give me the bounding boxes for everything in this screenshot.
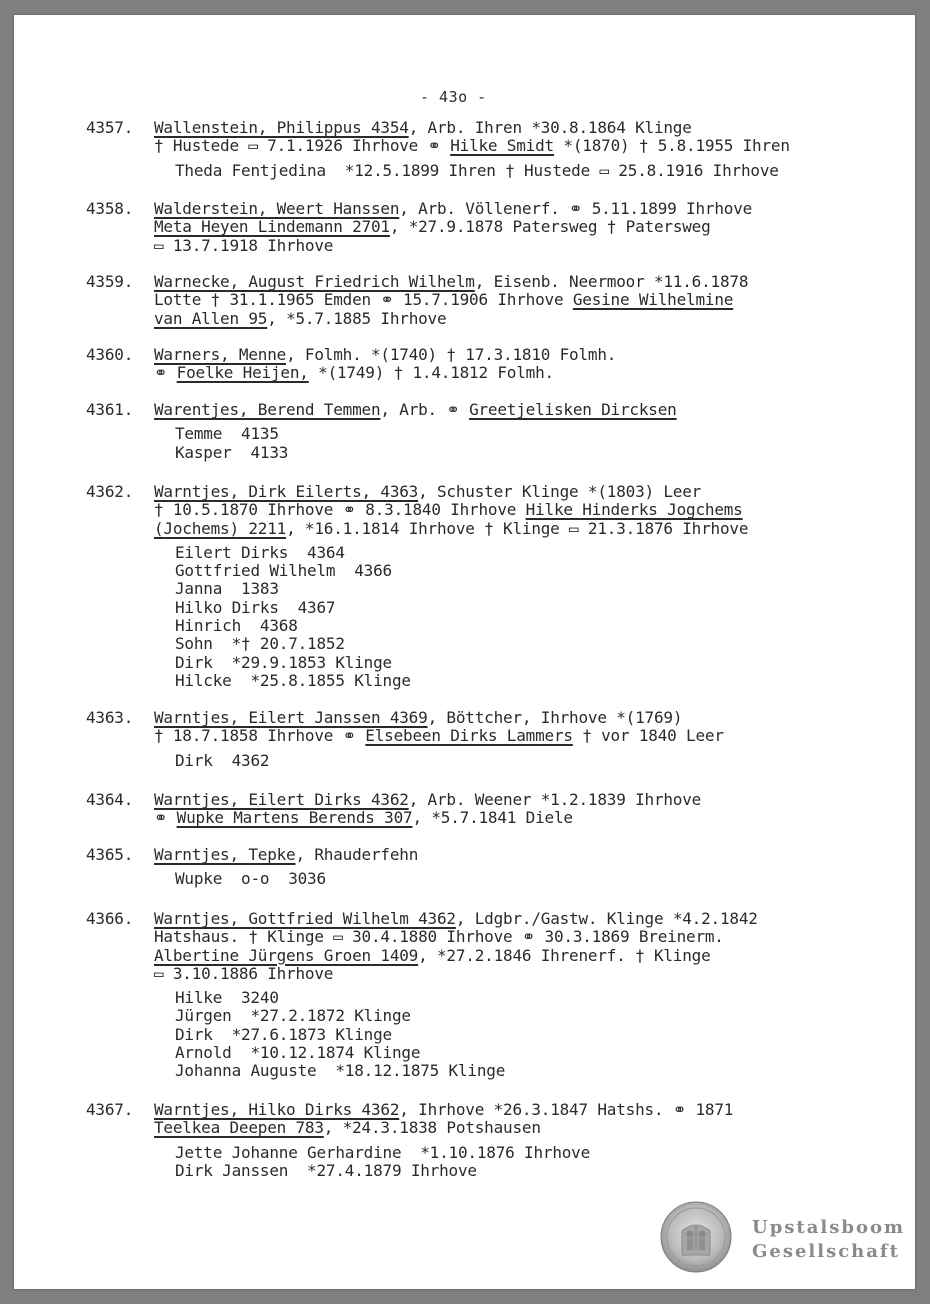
entry-line — [154, 1101, 910, 1119]
entry-line — [154, 501, 910, 519]
person-name: Warntjes, Eilert Janssen 4369 — [154, 708, 428, 727]
entry-line — [154, 947, 910, 965]
entry-line — [154, 291, 910, 309]
child-item: Hinrich 4368 — [175, 616, 298, 636]
entry-detail: , Folmh. *(1740) † 17.3.1810 Folmh. — [286, 345, 617, 364]
children-list — [175, 870, 930, 888]
person-name: (Jochems) 2211 — [154, 518, 287, 538]
child-item: Janna 1383 — [175, 579, 279, 599]
child-item: Hilko Dirks 4367 — [175, 597, 336, 617]
entry-number: 4366. — [86, 909, 134, 928]
entry-line — [154, 965, 910, 983]
entry-text — [154, 273, 910, 328]
child-item: Gottfried Wilhelm 4366 — [175, 561, 392, 581]
entry-detail: , *16.1.1814 Ihrhove † Klinge ▭ 21.3.1876 Ihrhove — [286, 518, 749, 538]
entry-detail: , *27.9.1878 Patersweg † Patersweg — [389, 217, 711, 237]
entry-detail: Lotte † 31.1.1965 Emden ⚭ 15.7.1906 Ihrhove — [154, 290, 573, 310]
child-item: Dirk *29.9.1853 Klinge — [175, 652, 392, 672]
person-name: Warnecke, August Friedrich Wilhelm — [154, 272, 475, 291]
child-item: Dirk Janssen *27.4.1879 Ihrhove — [175, 1160, 477, 1180]
person-name: Foelke Heijen, — [176, 363, 309, 383]
person-name: Warntjes, Dirk Eilerts, 4363 — [154, 482, 419, 501]
society-name-line1: Upstalsboom — [752, 1217, 906, 1238]
entry-detail: , Eisenb. Neermoor *11.6.1878 — [474, 272, 749, 291]
person-name: Warntjes, Tepke — [154, 845, 296, 864]
entry-text — [154, 119, 910, 180]
entry-detail: , Arb. Völlenerf. ⚭ 5.11.1899 Ihrhove — [399, 199, 753, 218]
child-item: Arnold *10.12.1874 Klinge — [175, 1043, 421, 1063]
entry-detail: *(1749) † 1.4.1812 Folmh. — [308, 363, 554, 383]
entry-line — [154, 119, 910, 137]
entry-line — [154, 709, 910, 727]
entry-line — [154, 928, 910, 946]
person-name: Warntjes, Hilko Dirks 4362 — [154, 1100, 400, 1119]
child-item: Sohn *† 20.7.1852 — [175, 634, 345, 654]
child-item: Hilcke *25.8.1855 Klinge — [175, 670, 411, 690]
person-name: Teelkea Deepen 783 — [154, 1118, 324, 1138]
child-item: Eilert Dirks 4364 — [175, 542, 345, 562]
children-list — [175, 1144, 930, 1181]
entry-detail: , *5.7.1885 Ihrhove — [267, 308, 447, 328]
entry-line — [154, 727, 910, 745]
child-item: Dirk 4362 — [175, 750, 270, 770]
entry-detail: , Rhauderfehn — [295, 845, 419, 864]
children-list — [175, 752, 930, 770]
entry-text — [154, 791, 910, 828]
children-list — [175, 544, 930, 690]
entry-detail: ▭ 13.7.1918 Ihrhove — [154, 235, 334, 255]
person-name: Warntjes, Eilert Dirks 4362 — [154, 790, 409, 809]
entry-text — [154, 200, 910, 255]
entry-line — [154, 520, 910, 538]
entry-line — [154, 200, 910, 218]
entry-detail: , Arb. ⚭ — [380, 400, 470, 419]
entry-number: 4357. — [86, 118, 134, 137]
entry-number: 4363. — [86, 708, 134, 727]
person-name: Wallenstein, Philippus 4354 — [154, 118, 409, 137]
entry-detail: , Böttcher, Ihrhove *(1769) — [427, 708, 683, 727]
entry-detail: , Arb. Ihren *30.8.1864 Klinge — [408, 118, 692, 137]
person-name: Elsebeen Dirks Lammers — [365, 726, 573, 746]
entry-text — [154, 483, 910, 690]
entry-number: 4365. — [86, 845, 134, 864]
page-number: - 43o - — [420, 88, 487, 106]
entry-detail: ⚭ — [154, 363, 177, 383]
society-name-line2: Gesellschaft — [752, 1241, 900, 1262]
entry-text — [154, 346, 910, 383]
person-name: Warntjes, Gottfried Wilhelm 4362 — [154, 909, 456, 928]
person-name: Wupke Martens Berends 307 — [176, 808, 413, 828]
society-seal-icon — [660, 1201, 732, 1273]
entry-detail: , Ihrhove *26.3.1847 Hatshs. ⚭ 1871 — [399, 1100, 734, 1119]
entry-line — [154, 218, 910, 236]
person-name: Hilke Smidt — [450, 136, 554, 156]
entry-text — [154, 401, 910, 462]
child-item: Kasper 4133 — [175, 442, 289, 462]
children-list — [175, 989, 930, 1080]
children-list — [175, 425, 930, 462]
society-name — [752, 1216, 905, 1264]
entry-text — [154, 910, 910, 1081]
entry-text — [154, 709, 910, 770]
entry-number: 4361. — [86, 400, 134, 419]
entry-text — [154, 1101, 910, 1180]
entry-line — [154, 401, 910, 419]
entry-detail: † Hustede ▭ 7.1.1926 Ihrhove ⚭ — [154, 136, 451, 156]
children-list — [175, 162, 930, 180]
entry-number: 4360. — [86, 345, 134, 364]
entry-line — [154, 137, 910, 155]
person-name: van Allen 95 — [154, 308, 268, 328]
entry-line — [154, 273, 910, 291]
person-name: Gesine Wilhelmine — [572, 290, 734, 310]
entry-number: 4358. — [86, 199, 134, 218]
person-name: Albertine Jürgens Groen 1409 — [154, 945, 419, 965]
entry-line — [154, 846, 910, 864]
entry-line — [154, 310, 910, 328]
child-item: Theda Fentjedina *12.5.1899 Ihren † Hustede ▭ 25.8.1916 Ihrhove — [175, 160, 779, 180]
entry-line — [154, 364, 910, 382]
entry-detail: , *24.3.1838 Potshausen — [323, 1118, 541, 1138]
child-item: Johanna Auguste *18.12.1875 Klinge — [175, 1061, 506, 1081]
child-item: Jette Johanne Gerhardine *1.10.1876 Ihrhove — [175, 1142, 591, 1162]
child-item: Dirk *27.6.1873 Klinge — [175, 1024, 392, 1044]
entry-detail: † 10.5.1870 Ihrhove ⚭ 8.3.1840 Ihrhove — [154, 500, 526, 520]
person-name: Warners, Menne — [154, 345, 287, 364]
person-name: Meta Heyen Lindemann 2701 — [154, 217, 390, 237]
entry-number: 4359. — [86, 272, 134, 291]
entry-line — [154, 910, 910, 928]
entry-detail: † 18.7.1858 Ihrhove ⚭ — [154, 726, 366, 746]
entry-line — [154, 483, 910, 501]
child-item: Wupke o-o 3036 — [175, 869, 326, 889]
entry-number: 4367. — [86, 1100, 134, 1119]
child-item: Temme 4135 — [175, 424, 279, 444]
entry-line — [154, 1119, 910, 1137]
entry-detail: , *27.2.1846 Ihrenerf. † Klinge — [418, 945, 711, 965]
entry-number: 4362. — [86, 482, 134, 501]
entry-detail: *(1870) † 5.8.1955 Ihren — [553, 136, 790, 156]
entry-text — [154, 846, 910, 889]
entry-line — [154, 809, 910, 827]
child-item: Jürgen *27.2.1872 Klinge — [175, 1006, 411, 1026]
entry-detail: , Ldgbr./Gastw. Klinge *4.2.1842 — [455, 909, 758, 928]
person-name: Walderstein, Weert Hanssen — [154, 199, 400, 218]
entry-detail: ▭ 3.10.1886 Ihrhove — [154, 963, 334, 983]
entry-line — [154, 791, 910, 809]
entry-detail: , *5.7.1841 Diele — [412, 808, 573, 828]
person-name: Greetjelisken Dircksen — [469, 400, 677, 419]
person-name: Hilke Hinderks Jogchems — [525, 500, 743, 520]
entry-detail: ⚭ — [154, 808, 177, 828]
entry-detail: , Schuster Klinge *(1803) Leer — [418, 482, 702, 501]
entry-number: 4364. — [86, 790, 134, 809]
entry-detail: † vor 1840 Leer — [572, 726, 724, 746]
person-name: Warentjes, Berend Temmen — [154, 400, 381, 419]
entry-line — [154, 346, 910, 364]
entry-line — [154, 237, 910, 255]
entry-detail: , Arb. Weener *1.2.1839 Ihrhove — [408, 790, 702, 809]
child-item: Hilke 3240 — [175, 988, 279, 1008]
entry-detail: Hatshaus. † Klinge ▭ 30.4.1880 Ihrhove ⚭ 30.3.1869 Breinerm. — [154, 927, 724, 947]
